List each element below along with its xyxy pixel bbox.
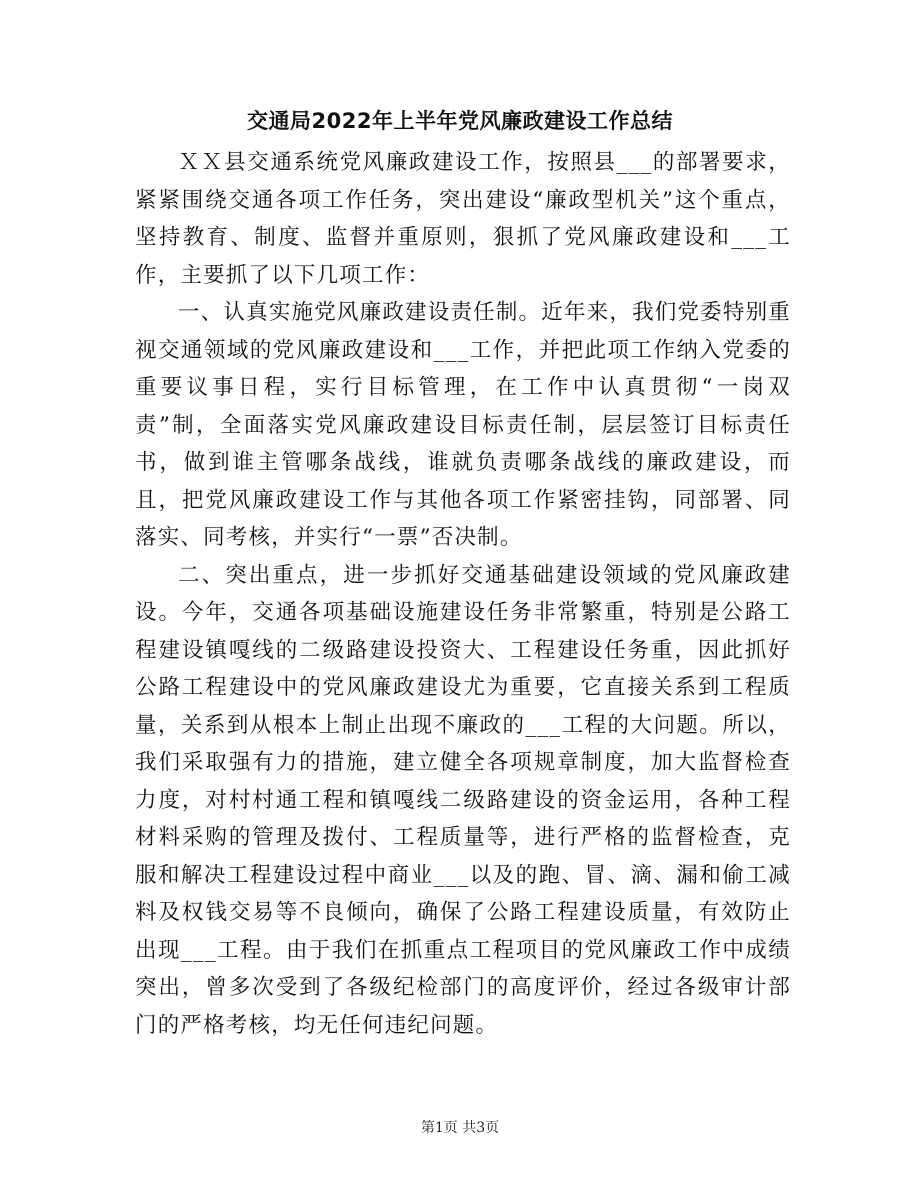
document-title: 交通局2022年上半年党风廉政建设工作总结 [247,109,673,133]
paragraph-section-2: 二、突出重点，进一步抓好交通基础建设领域的党风廉政建设。今年，交通各项基础设施建设任务非常繁重，特别是公路工程建设镇嘎线的二级路建设投资大、工程建设任务重，因此抓好公路工程建设中的党风廉政建设尤为重要，它直接关系到工程质量，关系到从根本上制止出现不廉政的___工程的大问题。所以，我们采取强有力的措施，建立健全各项规章制度，加大监督检查力度，对村村通工程和镇嘎线二级路建设的资金运用，各种工程材料采购的管理及拨付、工程质量等，进行严格的监督检查，克服和解决工程建设过程中商业___以及的跑、冒、滴、漏和偷工减料及权钱交易等不良倾向，确保了公路工程建设质量，有效防止出现___工程。由于我们在抓重点工程项目的党风廉政工作中成绩突出，曾多次受到了各级纪检部门的高度评价，经过各级审计部门的严格考核，均无任何违纪问题。 [135,562,791,1038]
paragraph-intro: ＸＸ县交通系统党风廉政建设工作，按照县___的部署要求，紧紧围绕交通各项工作任务，突出建设“廉政型机关”这个重点，坚持教育、制度、监督并重原则，狠抓了党风廉政建设和___工作，主要抓了以下几项工作： [135,150,791,288]
paragraph-section-1: 一、认真实施党风廉政建设责任制。近年来，我们党委特别重视交通领域的党风廉政建设和___工作，并把此项工作纳入党委的重要议事日程，实行目标管理，在工作中认真贯彻“一岗双责”制，全面落实党风廉政建设目标责任制，层层签订目标责任书，做到谁主管哪条战线，谁就负责哪条战线的廉政建设，而且，把党风廉政建设工作与其他各项工作紧密挂钩，同部署、同落实、同考核，并实行“一票”否决制。 [135,300,791,550]
document-body [135,144,791,1044]
page-number-footer: 第1页 共3页 [420,1120,500,1136]
